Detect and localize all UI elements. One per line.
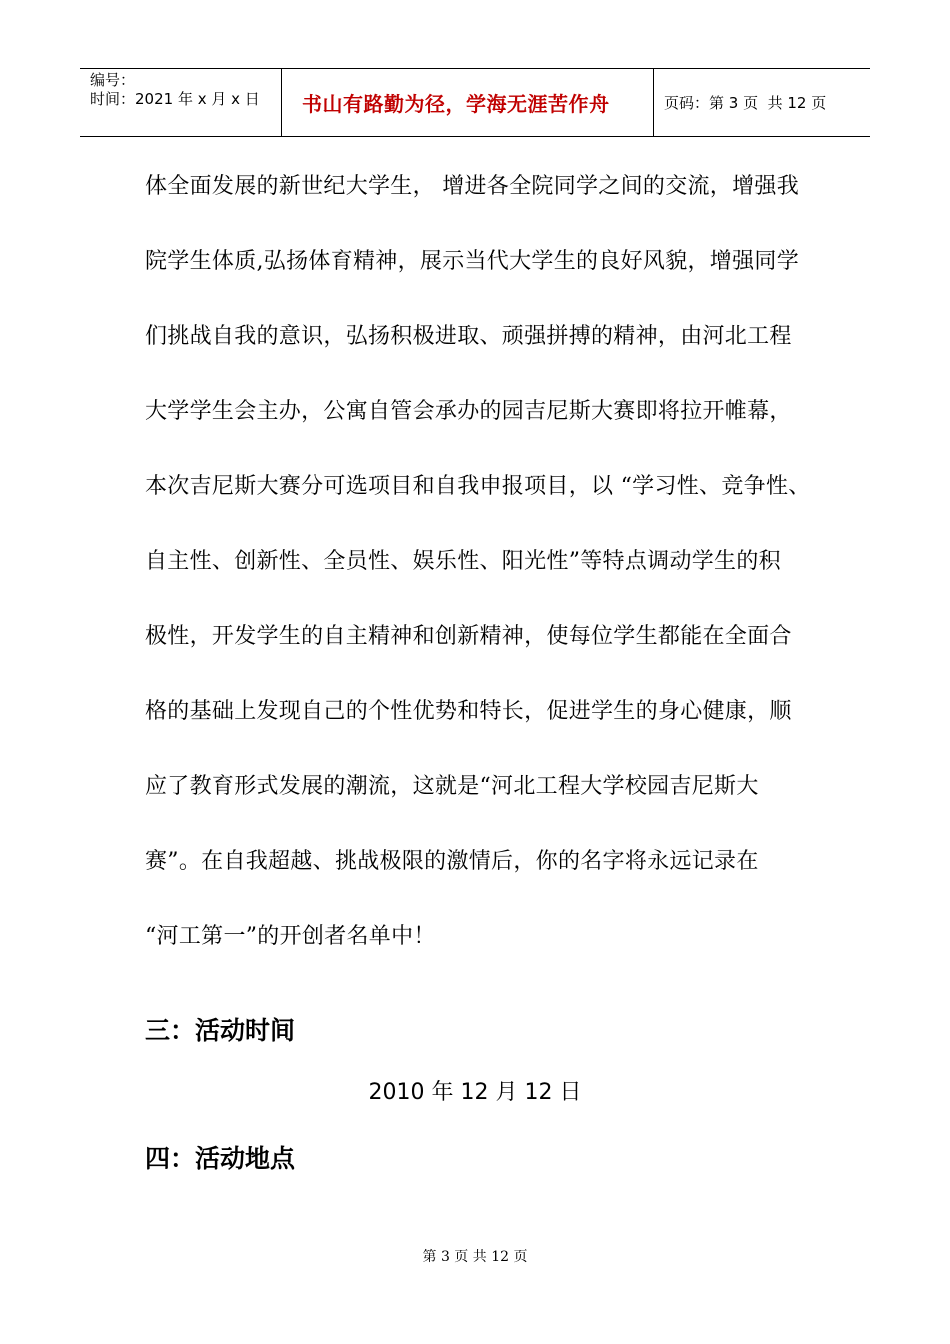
header-page-info: 页码：第 3 页 共 12 页 [664, 94, 827, 112]
paragraph-line: 自主性、创新性、全员性、娱乐性、阳光性”等特点调动学生的积 [145, 549, 781, 574]
paragraph-line: 极性，开发学生的自主精神和创新精神，使每位学生都能在全面合 [145, 624, 792, 649]
header-meta-cell [80, 69, 282, 136]
page-footer: 第 3 页 共 12 页 [422, 1249, 528, 1265]
paragraph-line: 院学生体质,弘扬体育精神，展示当代大学生的良好风貌，增强同学 [145, 249, 799, 274]
paragraph-line: 大学学生会主办，公寓自管会承办的园吉尼斯大赛即将拉开帷幕， [145, 399, 792, 424]
date-label: 时间：2021 年 x 月 x 日 [90, 90, 260, 108]
body-paragraph [145, 165, 825, 990]
paragraph-line: 们挑战自我的意识，弘扬积极进取、顽强拼搏的精神，由河北工程 [145, 324, 792, 349]
section-heading-time: 三：活动时间 [145, 1016, 296, 1045]
header-page-cell [654, 69, 870, 136]
page-header [80, 68, 870, 137]
paragraph-line: “河工第一”的开创者名单中！ [145, 924, 436, 949]
event-date: 2010 年 12 月 12 日 [368, 1080, 582, 1105]
paragraph-line: 体全面发展的新世纪大学生， 增进各全院同学之间的交流，增强我 [145, 174, 799, 199]
section-heading-place: 四：活动地点 [145, 1144, 296, 1173]
serial-number-label: 编号： [90, 71, 136, 89]
paragraph-line: 赛”。在自我超越、挑战极限的激情后，你的名字将永远记录在 [145, 849, 759, 874]
paragraph-line: 本次吉尼斯大赛分可选项目和自我申报项目，以 “学习性、竞争性、 [145, 474, 811, 499]
paragraph-line: 格的基础上发现自己的个性优势和特长，促进学生的身心健康，顺 [145, 699, 792, 724]
header-motto-cell [282, 69, 654, 136]
motto-text: 书山有路勤为径，学海无涯苦作舟 [302, 92, 610, 116]
paragraph-line: 应了教育形式发展的潮流，这就是“河北工程大学校园吉尼斯大 [145, 774, 759, 799]
